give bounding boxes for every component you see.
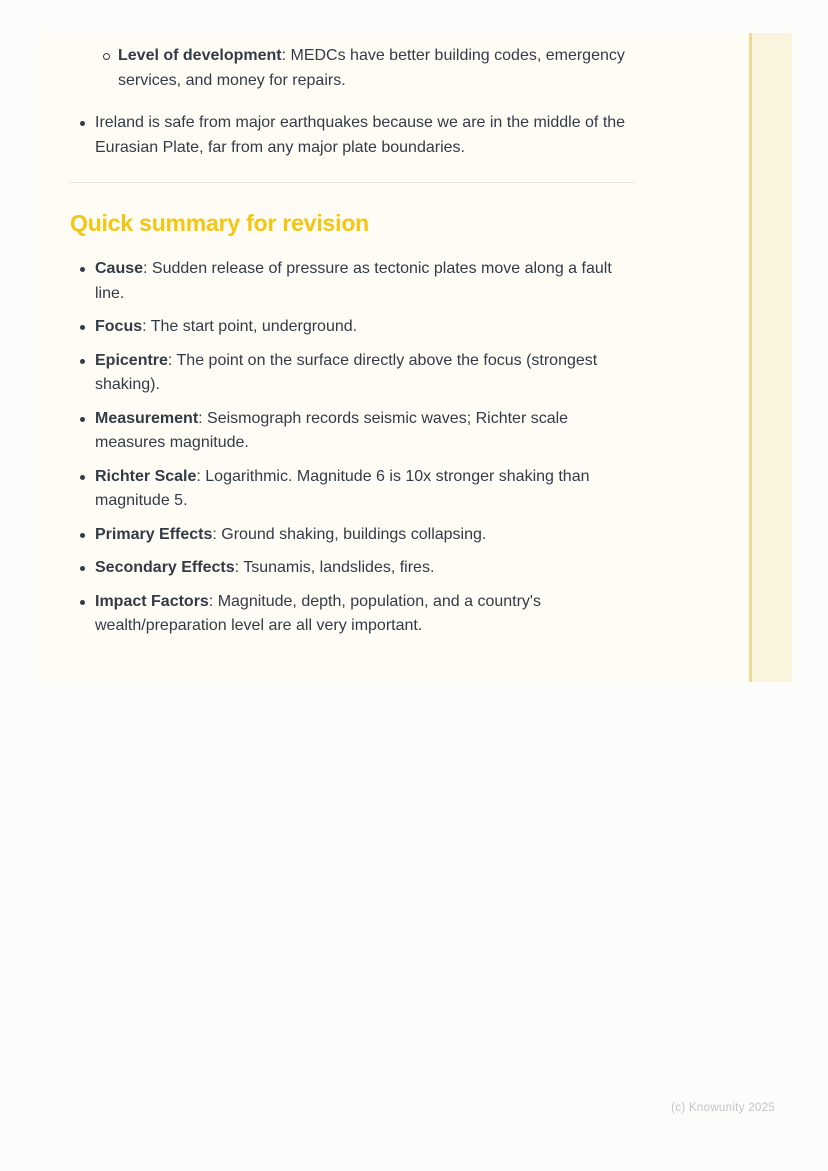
- list-item: [70, 590, 635, 639]
- list-item: [70, 407, 635, 456]
- section-divider: [70, 182, 635, 183]
- bullet-text: : Sudden release of pressure as tectonic plates move along a fault line.: [95, 260, 612, 302]
- list-item: [70, 44, 635, 93]
- list-item: [70, 556, 635, 581]
- list-item: [70, 257, 635, 306]
- impact-factors-sublist: [70, 44, 635, 93]
- bullet-term: Impact Factors: [95, 592, 209, 610]
- bullet-text: Ireland is safe from major earthquakes because we are in the middle of the Eurasian Plate, far from any major plate boundaries.: [95, 114, 626, 156]
- list-item: [70, 315, 635, 340]
- bullet-term: Cause: [95, 260, 144, 277]
- bullet-term: Measurement: [95, 409, 199, 427]
- bullet-text: : The point on the surface directly above the focus (strongest shaking).: [95, 351, 598, 393]
- bullet-text: : Ground shaking, buildings collapsing.: [212, 525, 487, 543]
- card-accent-strip: [749, 33, 792, 682]
- bullet-text: : Magnitude, depth, population, and a country's wealth/preparation level are all very important.: [95, 592, 541, 634]
- list-item: [70, 111, 635, 160]
- bullet-text: : Logarithmic. Magnitude 6 is 10x stronger shaking than magnitude 5.: [95, 467, 590, 509]
- bullet-term: Primary Effects: [95, 525, 213, 543]
- notes-card: [38, 33, 792, 682]
- list-item: [70, 349, 635, 398]
- bullet-term: Richter Scale: [95, 467, 197, 485]
- bullet-text: : The start point, underground.: [142, 318, 358, 335]
- bullet-term: Secondary Effects: [95, 559, 235, 576]
- summary-heading: Quick summary for revision: [70, 210, 370, 236]
- bullet-text: : Seismograph records seismic waves; Richter scale measures magnitude.: [95, 409, 569, 451]
- bullet-term: Focus: [95, 318, 143, 335]
- summary-list: [70, 257, 635, 639]
- intro-list: [70, 111, 635, 160]
- notes-content: [38, 33, 638, 639]
- bullet-term: Epicentre: [95, 351, 168, 369]
- list-item: [70, 523, 635, 548]
- copyright-footer: (c) Knowunity 2025: [671, 1102, 775, 1114]
- list-item: [70, 465, 635, 514]
- bullet-text: : MEDCs have better building codes, emergency services, and money for repairs.: [118, 47, 625, 89]
- bullet-text: : Tsunamis, landslides, fires.: [234, 559, 435, 576]
- bullet-term: Level of development: [118, 47, 282, 64]
